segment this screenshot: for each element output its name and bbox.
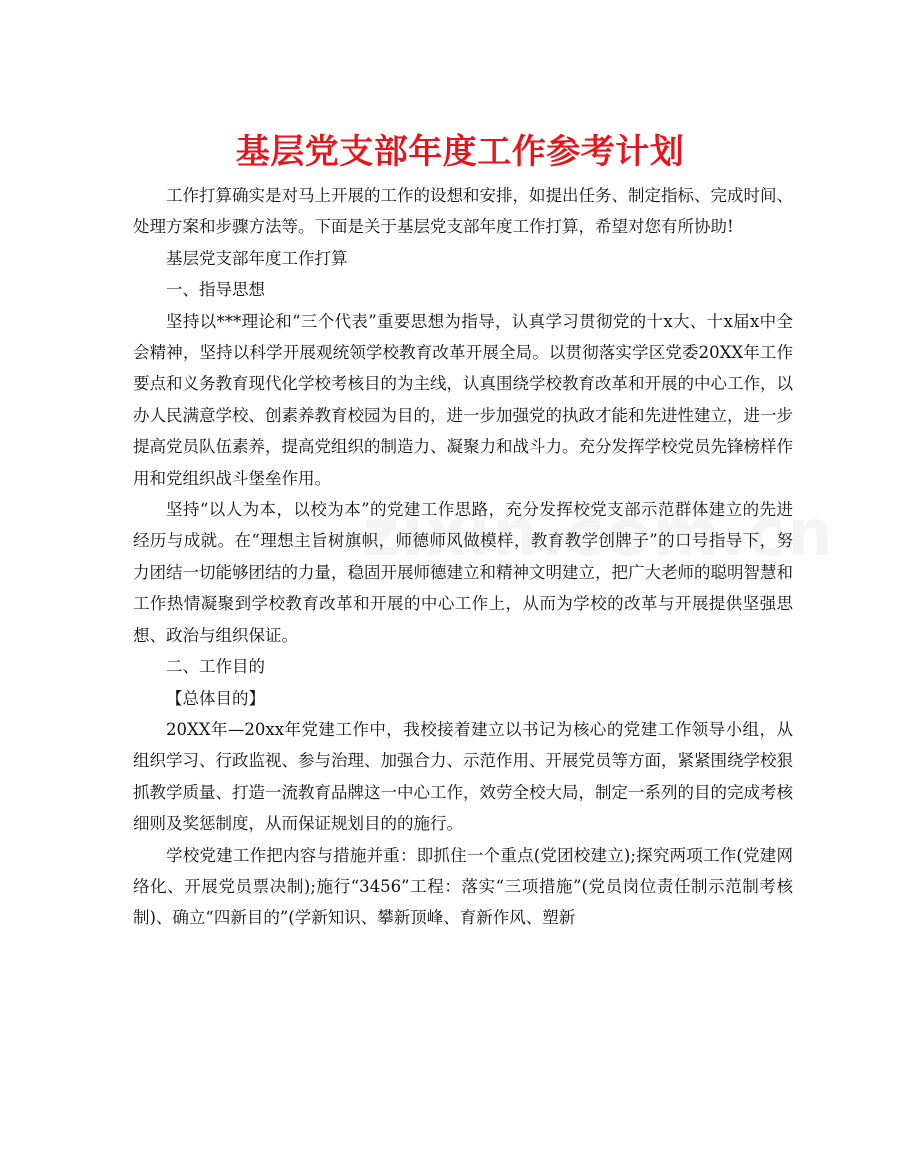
- heading-work-goals: 二、工作目的: [166, 657, 265, 677]
- paragraph-guiding-1: 坚持以***理论和“三个代表”重要思想为指导，认真学习贯彻党的十x大、十x届x中全会精神，坚持以科学开展观统领学校教育改革开展全局。以贯彻落实学区党委20XX年工作要点和义务教育现代化学校考核目的为主线，认真围绕学校教育改革和开展的中心工作，以办人民满意学校、创素养教育校园为目的，进一步加强党的执政才能和先进性建立，进一步提高党员队伍素养，提高党组织的制造力、凝聚力和战斗力。充分发挥学校党员先锋榜样作用和党组织战斗堡垒作用。: [133, 311, 793, 488]
- paragraph-intro: 工作打算确实是对马上开展的工作的设想和安排，如提出任务、制定指标、完成时间、处理方案和步骤方法等。下面是关于基层党支部年度工作打算，希望对您有所协助!: [133, 186, 793, 237]
- heading-overall-goal: 【总体目的】: [166, 688, 265, 708]
- paragraph-overall-goal: 20XX年—20xx年党建工作中，我校接着建立以书记为核心的党建工作领导小组，从组织学习、行政监视、参与治理、加强合力、示范作用、开展党员等方面，紧紧围绕学校狠抓教学质量、打造一流教育品牌这一中心工作，效劳全校大局，制定一系列的目的完成考核细则及奖惩制度，从而保证规划目的的施行。: [133, 719, 793, 834]
- paragraph-measures: 学校党建工作把内容与措施并重：即抓住一个重点(党团校建立);探究两项工作(党建网络化、开展党员票决制);施行“3456”工程：落实“三项措施”(党员岗位责任制示范制考核制)、确立“四新目的”(学新知识、攀新顶峰、育新作风、塑新: [133, 845, 793, 928]
- document-body: [133, 180, 793, 934]
- paragraph-subtitle: 基层党支部年度工作打算: [166, 248, 348, 268]
- paragraph-guiding-2: 坚持“以人为本，以校为本”的党建工作思路，充分发挥校党支部示范群体建立的先进经历与成就。在“理想主旨树旗帜，师德师风做模样，教育教学创牌子”的口号指导下，努力团结一切能够团结的力量，稳固开展师德建立和精神文明建立，把广大老师的聪明智慧和工作热情凝聚到学校教育改革和开展的中心工作上，从而为学校的改革与开展提供坚强思想、政治与组织保证。: [133, 500, 793, 645]
- heading-guiding-ideology: 一、指导思想: [166, 280, 265, 300]
- document-title: 基层党支部年度工作参考计划: [235, 132, 685, 172]
